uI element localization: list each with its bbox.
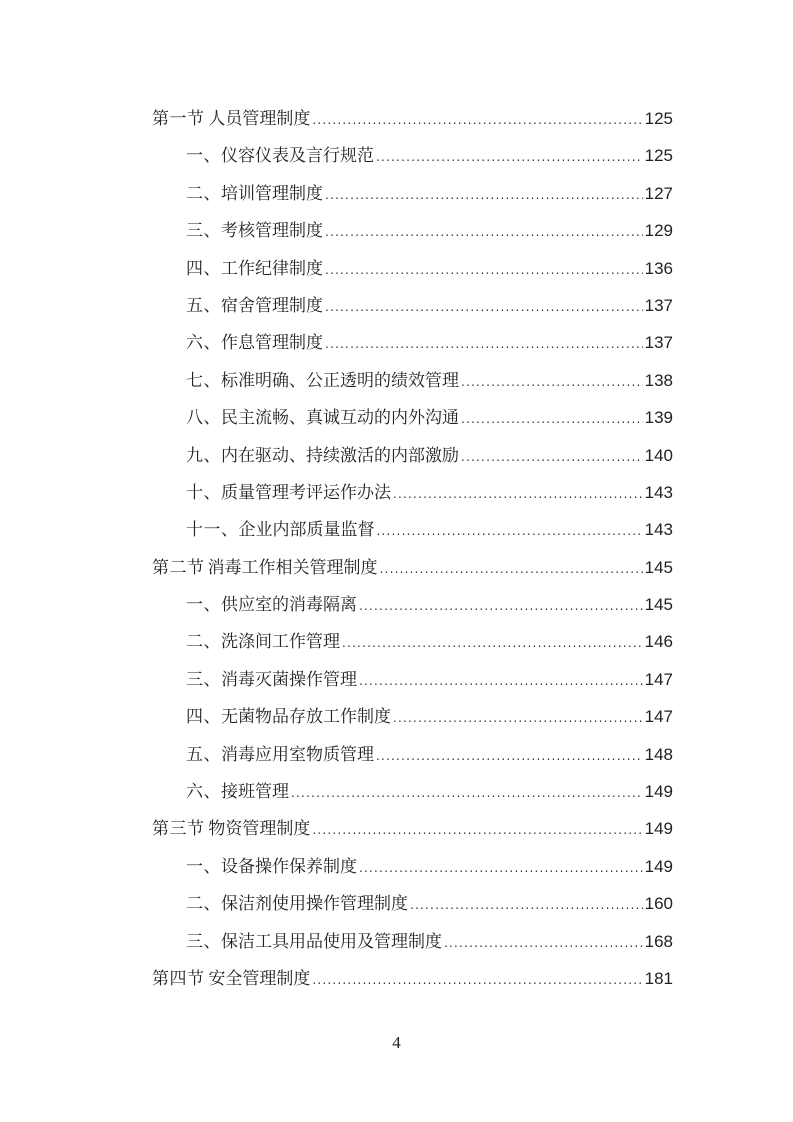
entry-page-number: 160 xyxy=(644,894,673,914)
toc-item-entry[interactable] xyxy=(152,740,673,777)
toc-item-entry[interactable] xyxy=(152,889,673,926)
dot-leader xyxy=(325,225,643,239)
entry-number: 三、 xyxy=(186,221,221,242)
entry-page-number: 149 xyxy=(644,856,673,876)
entry-number: 第二节 xyxy=(152,557,205,578)
entry-page-number: 139 xyxy=(644,408,673,428)
toc-item-entry[interactable] xyxy=(152,927,673,964)
dot-leader xyxy=(359,861,643,875)
entry-number: 九、 xyxy=(186,445,221,466)
entry-page-number: 129 xyxy=(644,221,673,241)
toc-item-entry[interactable] xyxy=(152,366,673,403)
entry-title: 内在驱动、持续激活的内部激励 xyxy=(221,445,459,466)
toc-item-entry[interactable] xyxy=(152,852,673,889)
entry-number: 第一节 xyxy=(152,109,205,129)
toc-item-entry[interactable] xyxy=(152,515,673,552)
toc-item-entry[interactable] xyxy=(152,291,673,328)
entry-title: 作息管理制度 xyxy=(221,333,323,354)
entry-page-number: 127 xyxy=(644,183,673,203)
dot-leader xyxy=(376,150,643,164)
entry-page-number: 125 xyxy=(644,146,673,166)
toc-section-entry[interactable] xyxy=(152,964,673,1001)
dot-leader xyxy=(444,936,643,950)
entry-title: 洗涤间工作管理 xyxy=(221,632,340,653)
dot-leader xyxy=(377,524,643,538)
dot-leader xyxy=(291,786,643,800)
entry-number: 二、 xyxy=(186,183,221,204)
page-number: 4 xyxy=(392,1033,401,1052)
entry-title: 物资管理制度 xyxy=(208,819,311,840)
dot-leader xyxy=(376,749,643,763)
dot-leader xyxy=(393,487,643,501)
entry-title: 供应室的消毒隔离 xyxy=(221,595,357,616)
entry-page-number: 146 xyxy=(644,632,673,652)
entry-page-number: 125 xyxy=(644,109,673,128)
dot-leader xyxy=(359,674,643,688)
entry-page-number: 147 xyxy=(644,669,673,689)
entry-title: 消毒应用室物质管理 xyxy=(221,744,374,765)
entry-title: 保洁工具用品使用及管理制度 xyxy=(221,931,442,952)
entry-title: 宿舍管理制度 xyxy=(221,295,323,316)
entry-page-number: 140 xyxy=(644,445,673,465)
entry-page-number: 138 xyxy=(644,370,673,390)
entry-number: 一、 xyxy=(186,856,221,877)
toc-item-entry[interactable] xyxy=(152,590,673,627)
entry-title: 企业内部质量监督 xyxy=(238,520,375,541)
entry-page-number: 168 xyxy=(644,931,673,951)
entry-number: 四、 xyxy=(186,707,221,728)
dot-leader xyxy=(312,113,642,127)
entry-number: 十、 xyxy=(186,482,221,503)
toc-item-entry[interactable] xyxy=(152,777,673,814)
dot-leader xyxy=(325,300,643,314)
table-of-contents xyxy=(152,104,673,1001)
entry-number: 五、 xyxy=(186,744,221,765)
toc-item-entry[interactable] xyxy=(152,328,673,365)
entry-title: 培训管理制度 xyxy=(221,183,323,204)
entry-title: 工作纪律制度 xyxy=(221,258,323,279)
entry-page-number: 137 xyxy=(644,333,673,353)
entry-page-number: 181 xyxy=(644,968,673,988)
toc-item-entry[interactable] xyxy=(152,141,673,178)
entry-page-number: 145 xyxy=(644,557,673,577)
entry-number: 六、 xyxy=(186,782,221,803)
dot-leader xyxy=(380,562,643,576)
entry-number: 十一、 xyxy=(186,520,239,541)
toc-item-entry[interactable] xyxy=(152,665,673,702)
dot-leader xyxy=(359,599,643,613)
entry-title: 安全管理制度 xyxy=(208,968,311,989)
entry-page-number: 143 xyxy=(644,520,673,540)
entry-number: 一、 xyxy=(186,595,221,616)
entry-number: 五、 xyxy=(186,295,221,316)
entry-number: 第三节 xyxy=(152,819,205,840)
entry-title: 无菌物品存放工作制度 xyxy=(221,707,391,728)
entry-number: 二、 xyxy=(186,894,221,915)
toc-item-entry[interactable] xyxy=(152,627,673,664)
toc-item-entry[interactable] xyxy=(152,702,673,739)
entry-title: 人员管理制度 xyxy=(208,109,311,129)
entry-page-number: 149 xyxy=(644,819,673,839)
dot-leader xyxy=(461,412,643,426)
entry-page-number: 137 xyxy=(644,295,673,315)
entry-title: 保洁剂使用操作管理制度 xyxy=(221,894,408,915)
dot-leader xyxy=(312,823,642,837)
entry-number: 一、 xyxy=(186,146,221,167)
entry-title: 标准明确、公正透明的绩效管理 xyxy=(221,370,459,391)
dot-leader xyxy=(461,375,643,389)
toc-section-entry[interactable] xyxy=(152,104,673,141)
entry-number: 第四节 xyxy=(152,968,205,989)
entry-title: 仪容仪表及言行规范 xyxy=(221,146,374,167)
toc-item-entry[interactable] xyxy=(152,216,673,253)
dot-leader xyxy=(393,711,643,725)
entry-title: 考核管理制度 xyxy=(221,221,323,242)
entry-number: 七、 xyxy=(186,370,221,391)
dot-leader xyxy=(312,973,642,987)
entry-page-number: 148 xyxy=(644,744,673,764)
entry-number: 八、 xyxy=(186,408,221,429)
entry-number: 三、 xyxy=(186,669,221,690)
entry-page-number: 147 xyxy=(644,707,673,727)
entry-page-number: 136 xyxy=(644,258,673,278)
entry-title: 消毒灭菌操作管理 xyxy=(221,669,357,690)
entry-page-number: 145 xyxy=(644,595,673,615)
entry-title: 消毒工作相关管理制度 xyxy=(207,557,378,578)
entry-number: 四、 xyxy=(186,258,221,279)
dot-leader xyxy=(461,450,643,464)
entry-number: 六、 xyxy=(186,333,221,354)
dot-leader xyxy=(325,337,643,351)
entry-title: 接班管理 xyxy=(221,782,289,803)
toc-item-entry[interactable] xyxy=(152,179,673,216)
toc-item-entry[interactable] xyxy=(152,441,673,478)
entry-title: 设备操作保养制度 xyxy=(221,856,357,877)
toc-section-entry[interactable] xyxy=(152,553,673,590)
dot-leader xyxy=(342,636,643,650)
entry-title: 民主流畅、真诚互动的内外沟通 xyxy=(221,408,459,429)
entry-number: 二、 xyxy=(186,632,221,653)
entry-page-number: 149 xyxy=(644,782,673,802)
dot-leader xyxy=(325,188,643,202)
entry-page-number: 143 xyxy=(644,482,673,502)
entry-number: 三、 xyxy=(186,931,221,952)
toc-item-entry[interactable] xyxy=(152,478,673,515)
dot-leader xyxy=(410,898,643,912)
toc-item-entry[interactable] xyxy=(152,254,673,291)
toc-item-entry[interactable] xyxy=(152,403,673,440)
dot-leader xyxy=(325,263,643,277)
entry-title: 质量管理考评运作办法 xyxy=(221,482,391,503)
toc-section-entry[interactable] xyxy=(152,814,673,851)
